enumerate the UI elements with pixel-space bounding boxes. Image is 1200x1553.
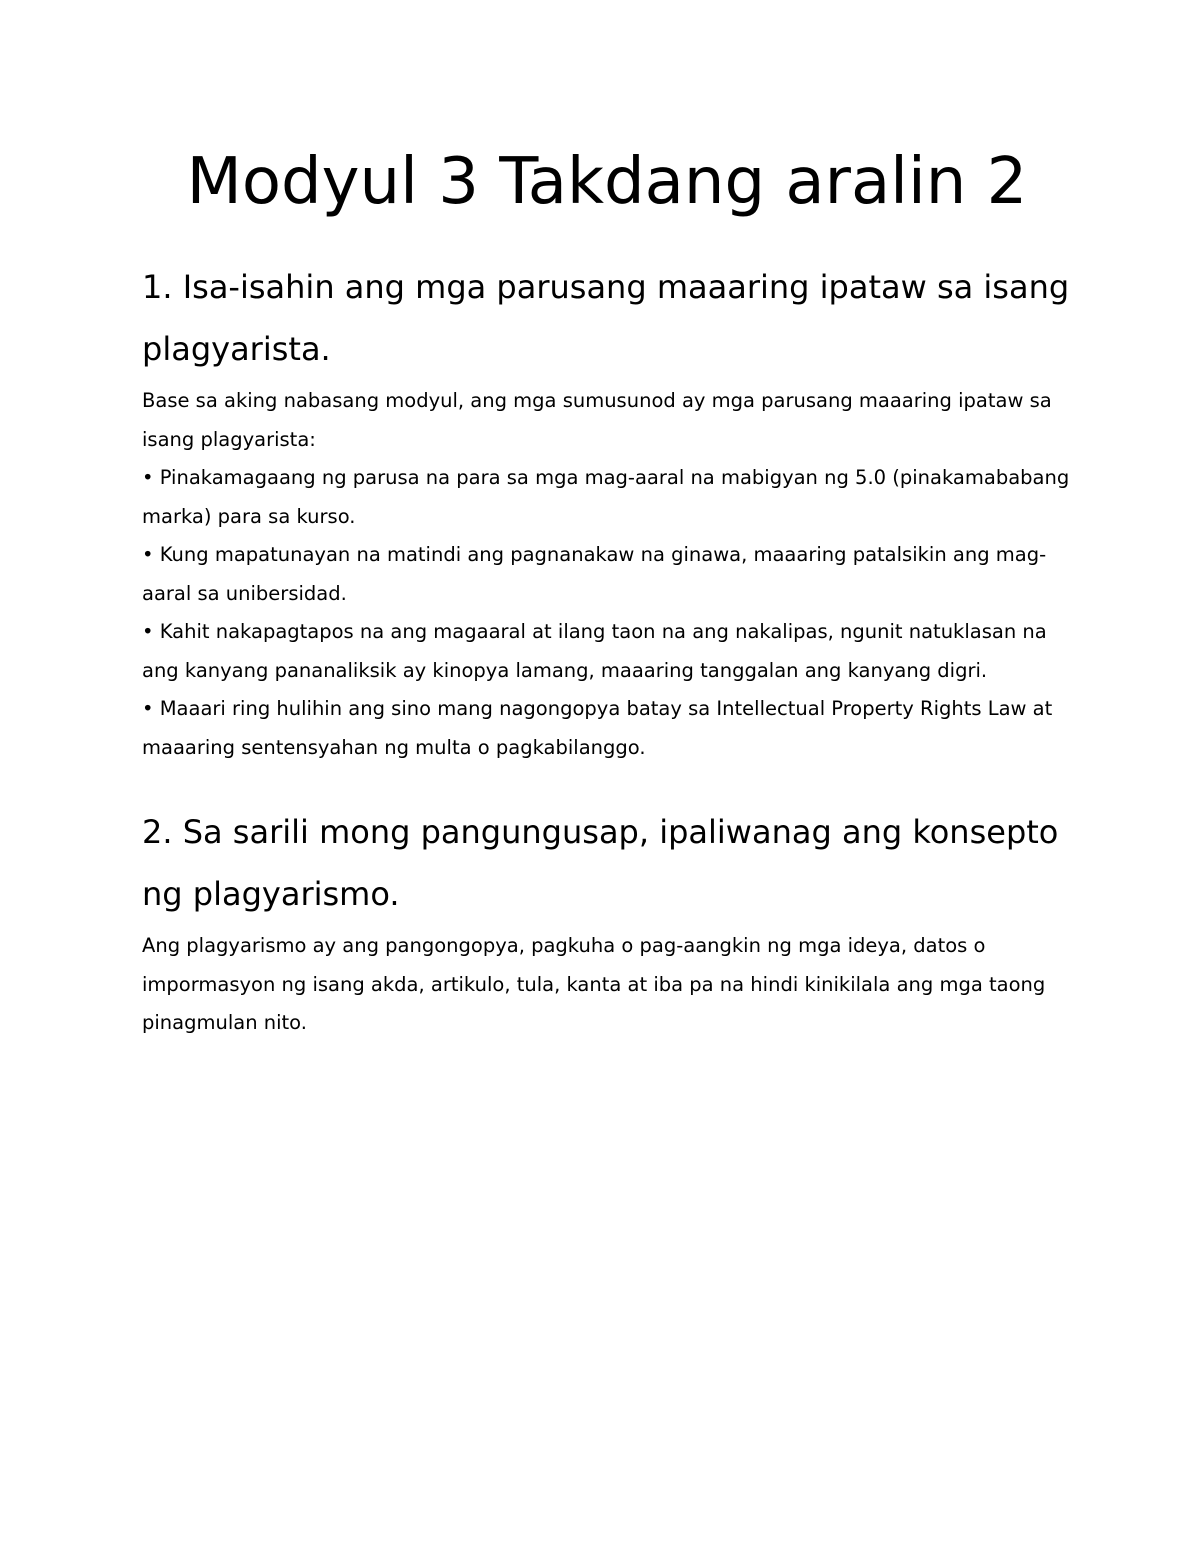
question-1-intro: Base sa aking nabasang modyul, ang mga sumusunod ay mga parusang maaaring ipataw sa isang plagyarista:	[142, 389, 1052, 451]
list-item-text: Kung mapatunayan na matindi ang pagnanakaw na ginawa, maaaring patalsikin ang mag-aaral sa unibersidad.	[142, 543, 1047, 605]
document-title: Modyul 3 Takdang aralin 2	[186, 145, 1028, 219]
bullet-icon: •	[142, 466, 154, 489]
penalties-list	[142, 459, 1072, 767]
list-item	[142, 613, 1072, 690]
list-item	[142, 690, 1072, 767]
question-1-heading: 1. Isa-isahin ang mga parusang maaaring ipataw sa isang plagyarista.	[142, 268, 1070, 368]
list-item-text: Kahit nakapagtapos na ang magaaral at ilang taon na ang nakalipas, ngunit natuklasan na ang kanyang pananaliksik ay kinopya lamang, maaaring tanggalan ang kanyang digri.	[142, 620, 1047, 682]
bullet-icon: •	[142, 543, 154, 566]
list-item	[142, 536, 1072, 613]
bullet-icon: •	[142, 620, 154, 643]
question-2-answer: Ang plagyarismo ay ang pangongopya, pagkuha o pag-aangkin ng mga ideya, datos o impormasyon ng isang akda, artikulo, tula, kanta at iba pa na hindi kinikilala ang mga taong pinagmulan nito.	[142, 934, 1046, 1034]
document-page	[142, 140, 1072, 1043]
question-2-heading: 2. Sa sarili mong pangungusap, ipaliwanag ang konsepto ng plagyarismo.	[142, 813, 1059, 913]
bullet-icon: •	[142, 697, 154, 720]
list-item	[142, 459, 1072, 536]
list-item-text: Maaari ring hulihin ang sino mang nagongopya batay sa Intellectual Property Rights Law at maaaring sentensyahan ng multa o pagkabilanggo.	[142, 697, 1053, 759]
list-item-text: Pinakamagaang ng parusa na para sa mga mag-aaral na mabigyan ng 5.0 (pinakamababang marka) para sa kurso.	[142, 466, 1070, 528]
